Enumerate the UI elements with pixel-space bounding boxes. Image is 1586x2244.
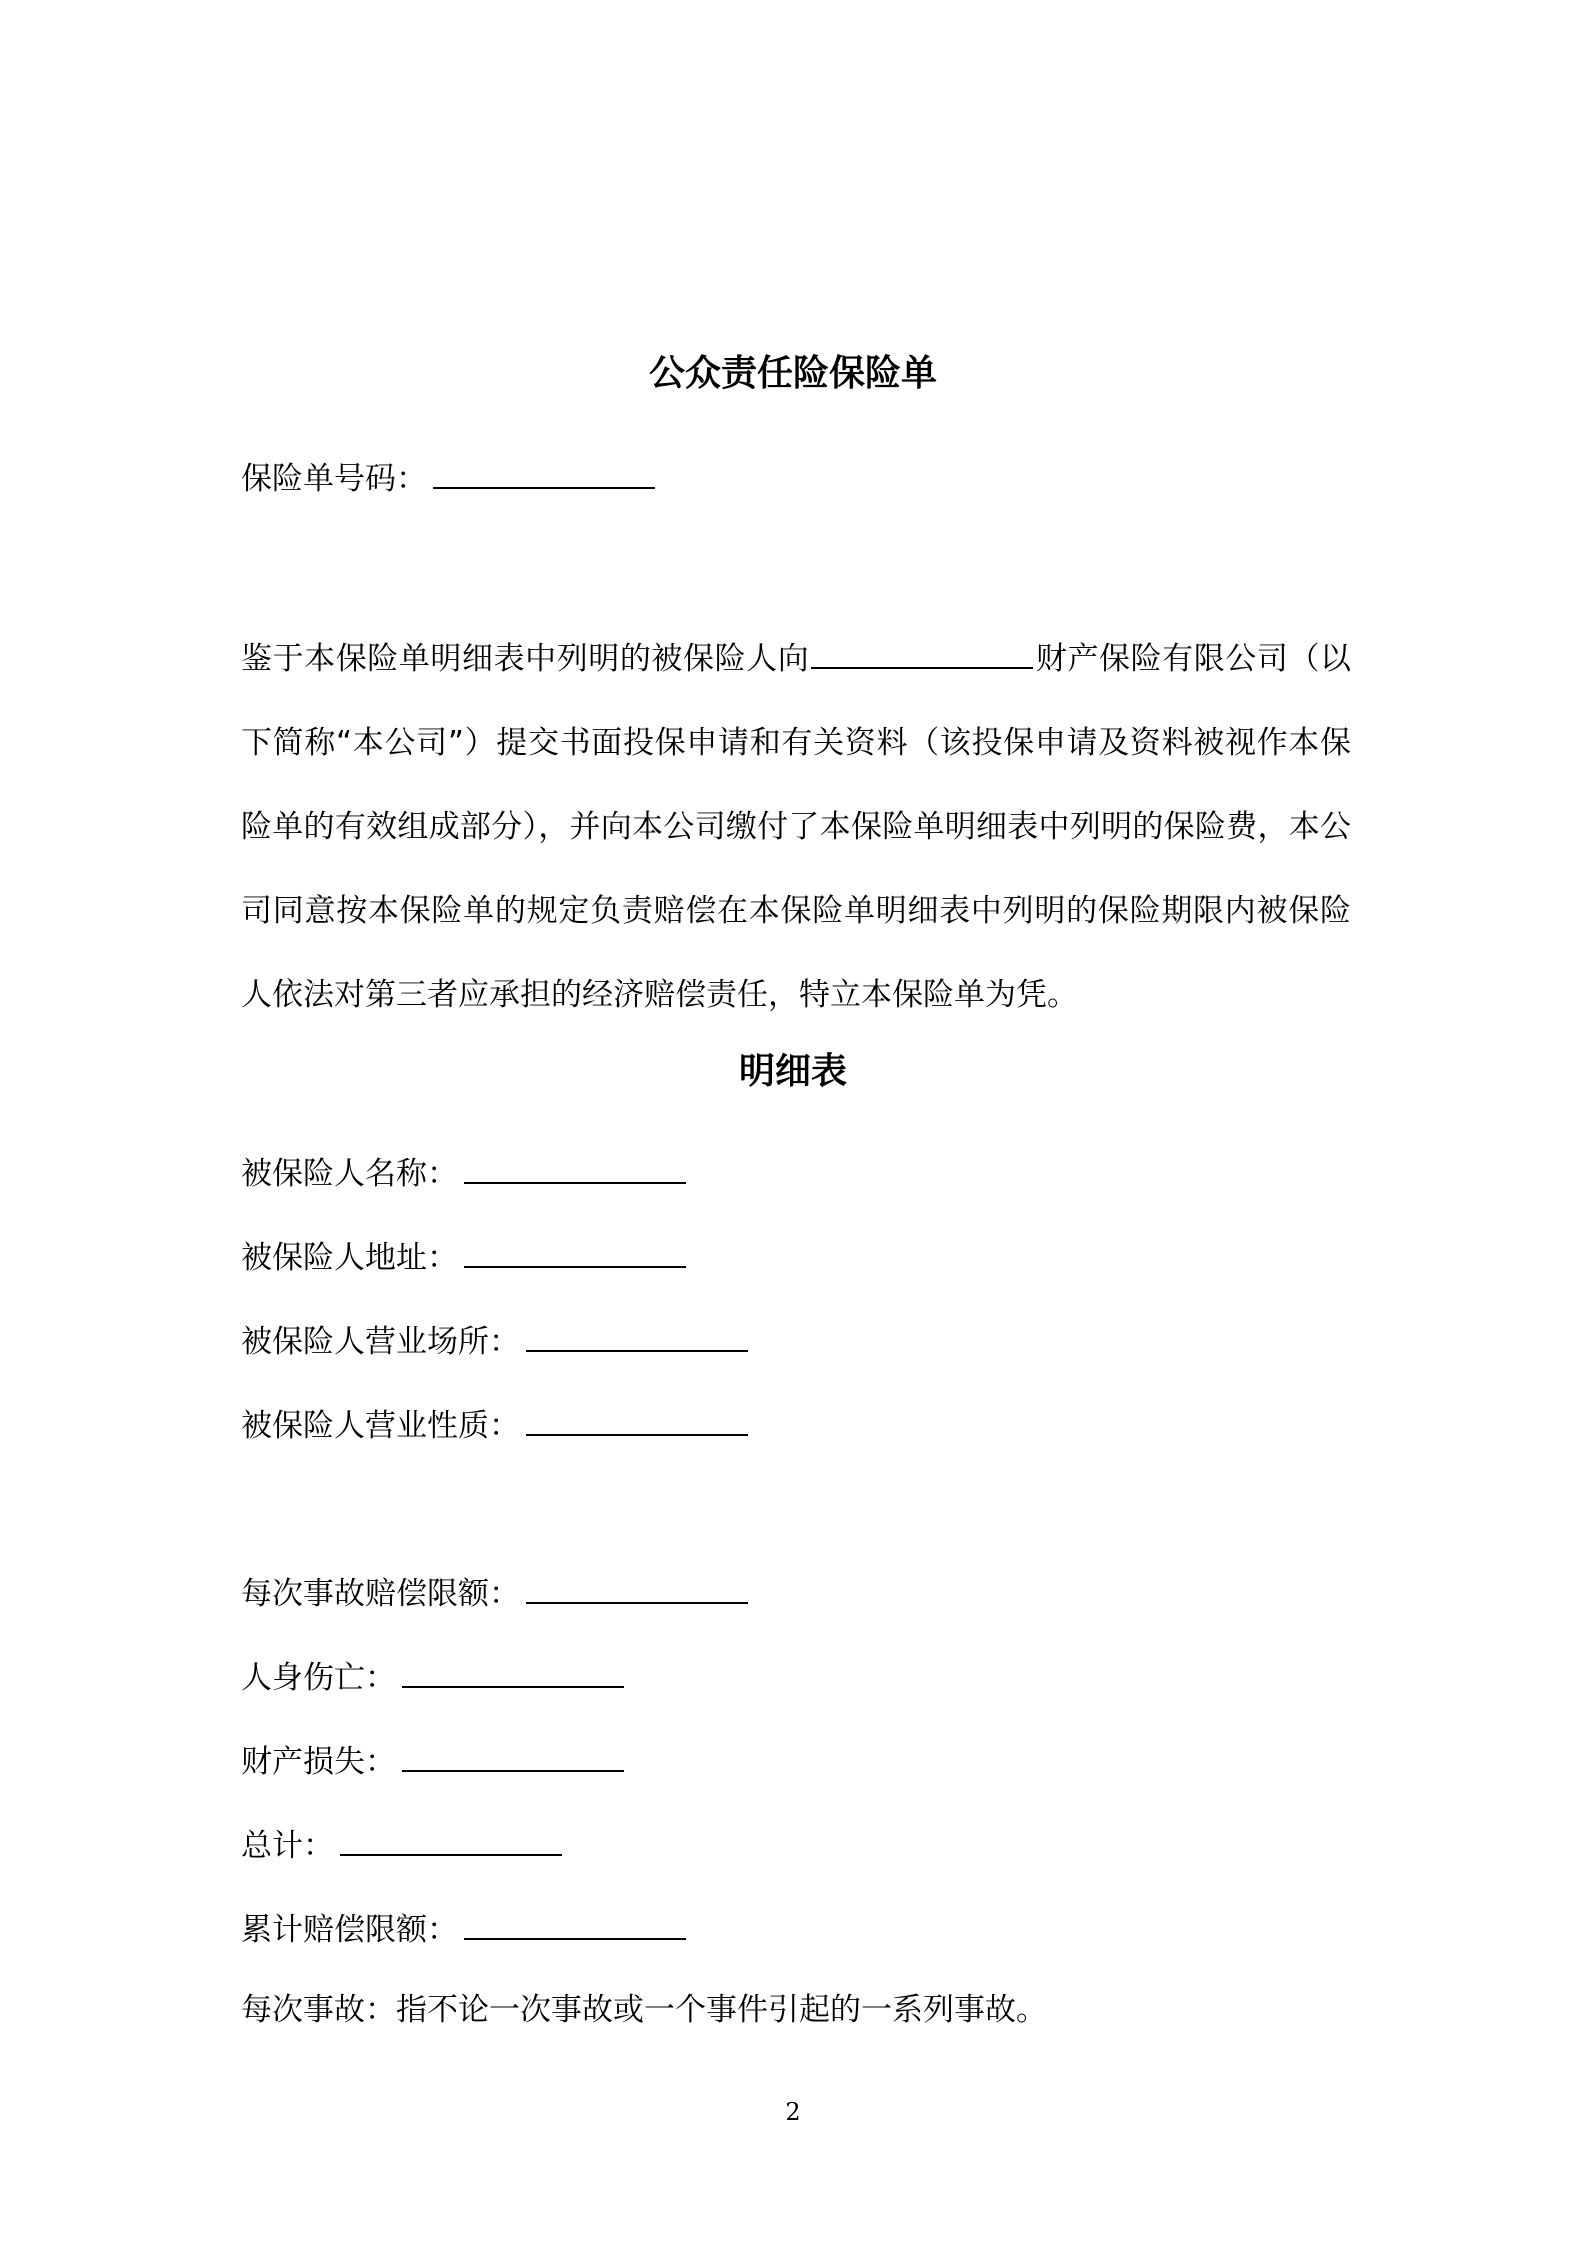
field-per-accident-limit <box>241 1570 748 1614</box>
schedule-title: 明细表 <box>738 1051 847 1092</box>
field-blank <box>526 1318 748 1352</box>
field-total <box>241 1822 562 1866</box>
field-insured-address <box>241 1234 686 1278</box>
field-blank <box>464 1906 686 1940</box>
policy-number-blank <box>433 455 655 489</box>
field-label: 总计： <box>241 1828 334 1864</box>
field-blank <box>340 1822 562 1856</box>
preamble-paragraph <box>241 617 1351 1037</box>
definition-text: 每次事故：指不论一次事故或一个事件引起的一系列事故。 <box>241 1992 1047 2028</box>
field-label: 每次事故赔偿限额： <box>241 1576 520 1612</box>
policy-number-label: 保险单号码： <box>241 461 427 497</box>
field-label: 被保险人名称： <box>241 1156 458 1192</box>
field-insured-name <box>241 1150 686 1194</box>
field-bodily-injury <box>241 1654 624 1698</box>
field-label: 被保险人营业场所： <box>241 1324 520 1360</box>
policy-number-row <box>241 455 655 499</box>
field-label: 人身伤亡： <box>241 1660 396 1696</box>
field-label: 财产损失： <box>241 1744 396 1780</box>
field-label: 被保险人营业性质： <box>241 1408 520 1444</box>
policy-title: 公众责任险保险单 <box>648 353 937 394</box>
preamble-part1: 鉴于本保险单明细表中列明的被保险人向 <box>241 641 810 677</box>
field-label: 累计赔偿限额： <box>241 1912 458 1948</box>
field-blank <box>402 1738 624 1772</box>
preamble-part2: 财产保险有限公司（以下简称“本公司”）提交书面投保申请和有关资料（该投保申请及资料被视作本保险单的有效组成部分），并向本公司缴付了本保险单明细表中列明的保险费，本公司同意按本保险单的规定负责赔偿在本保险单明细表中列明的保险期限内被保险人依法对第三者应承担的经济赔偿责任，特立本保险单为凭。 <box>241 641 1352 1013</box>
field-business-premises <box>241 1318 748 1362</box>
field-blank <box>402 1654 624 1688</box>
field-label: 被保险人地址： <box>241 1240 458 1276</box>
field-aggregate-limit <box>241 1906 686 1950</box>
field-business-nature <box>241 1402 748 1446</box>
insurer-name-blank <box>811 635 1033 669</box>
field-property-loss <box>241 1738 624 1782</box>
field-blank <box>526 1570 748 1604</box>
field-blank <box>526 1402 748 1436</box>
field-blank <box>464 1234 686 1268</box>
field-blank <box>464 1150 686 1184</box>
page-number: 2 <box>785 2098 801 2126</box>
